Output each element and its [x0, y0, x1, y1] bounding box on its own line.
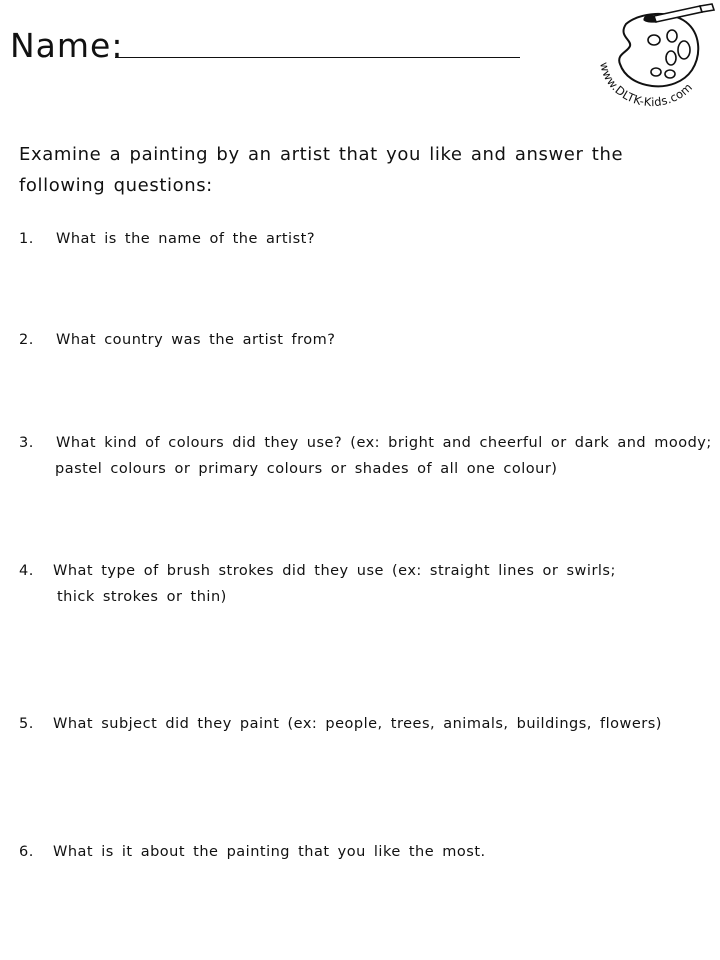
name-label: Name: [10, 26, 124, 65]
question-6 [19, 839, 486, 865]
instructions: Examine a painting by an artist that you like and answer the following questions: [19, 144, 624, 196]
question-number: 1. [19, 231, 34, 247]
question-4 [19, 558, 616, 610]
question-text: What country was the artist from? [56, 332, 336, 348]
question-5 [19, 711, 662, 737]
question-text: What type of brush strokes did they use (ex: straight lines or swirls; [53, 563, 616, 579]
question-2 [19, 327, 335, 353]
question-number: 4. [19, 563, 34, 579]
logo-url-text: www.DLTK-Kids.com [597, 60, 696, 108]
question-number: 3. [19, 435, 34, 451]
question-text: What is it about the painting that you like the most. [53, 844, 486, 860]
paint-palette-logo [588, 2, 718, 108]
question-number: 2. [19, 332, 34, 348]
name-answer-line[interactable] [115, 57, 520, 58]
question-number: 5. [19, 716, 34, 732]
question-text-continuation: thick strokes or thin) [57, 589, 227, 605]
question-text-continuation: pastel colours or primary colours or shades of all one colour) [55, 461, 558, 477]
question-3 [19, 430, 712, 482]
question-1 [19, 226, 315, 252]
question-text: What is the name of the artist? [56, 231, 316, 247]
question-text: What subject did they paint (ex: people, trees, animals, buildings, flowers) [53, 716, 662, 732]
question-text: What kind of colours did they use? (ex: bright and cheerful or dark and moody; [56, 435, 712, 451]
question-number: 6. [19, 844, 34, 860]
